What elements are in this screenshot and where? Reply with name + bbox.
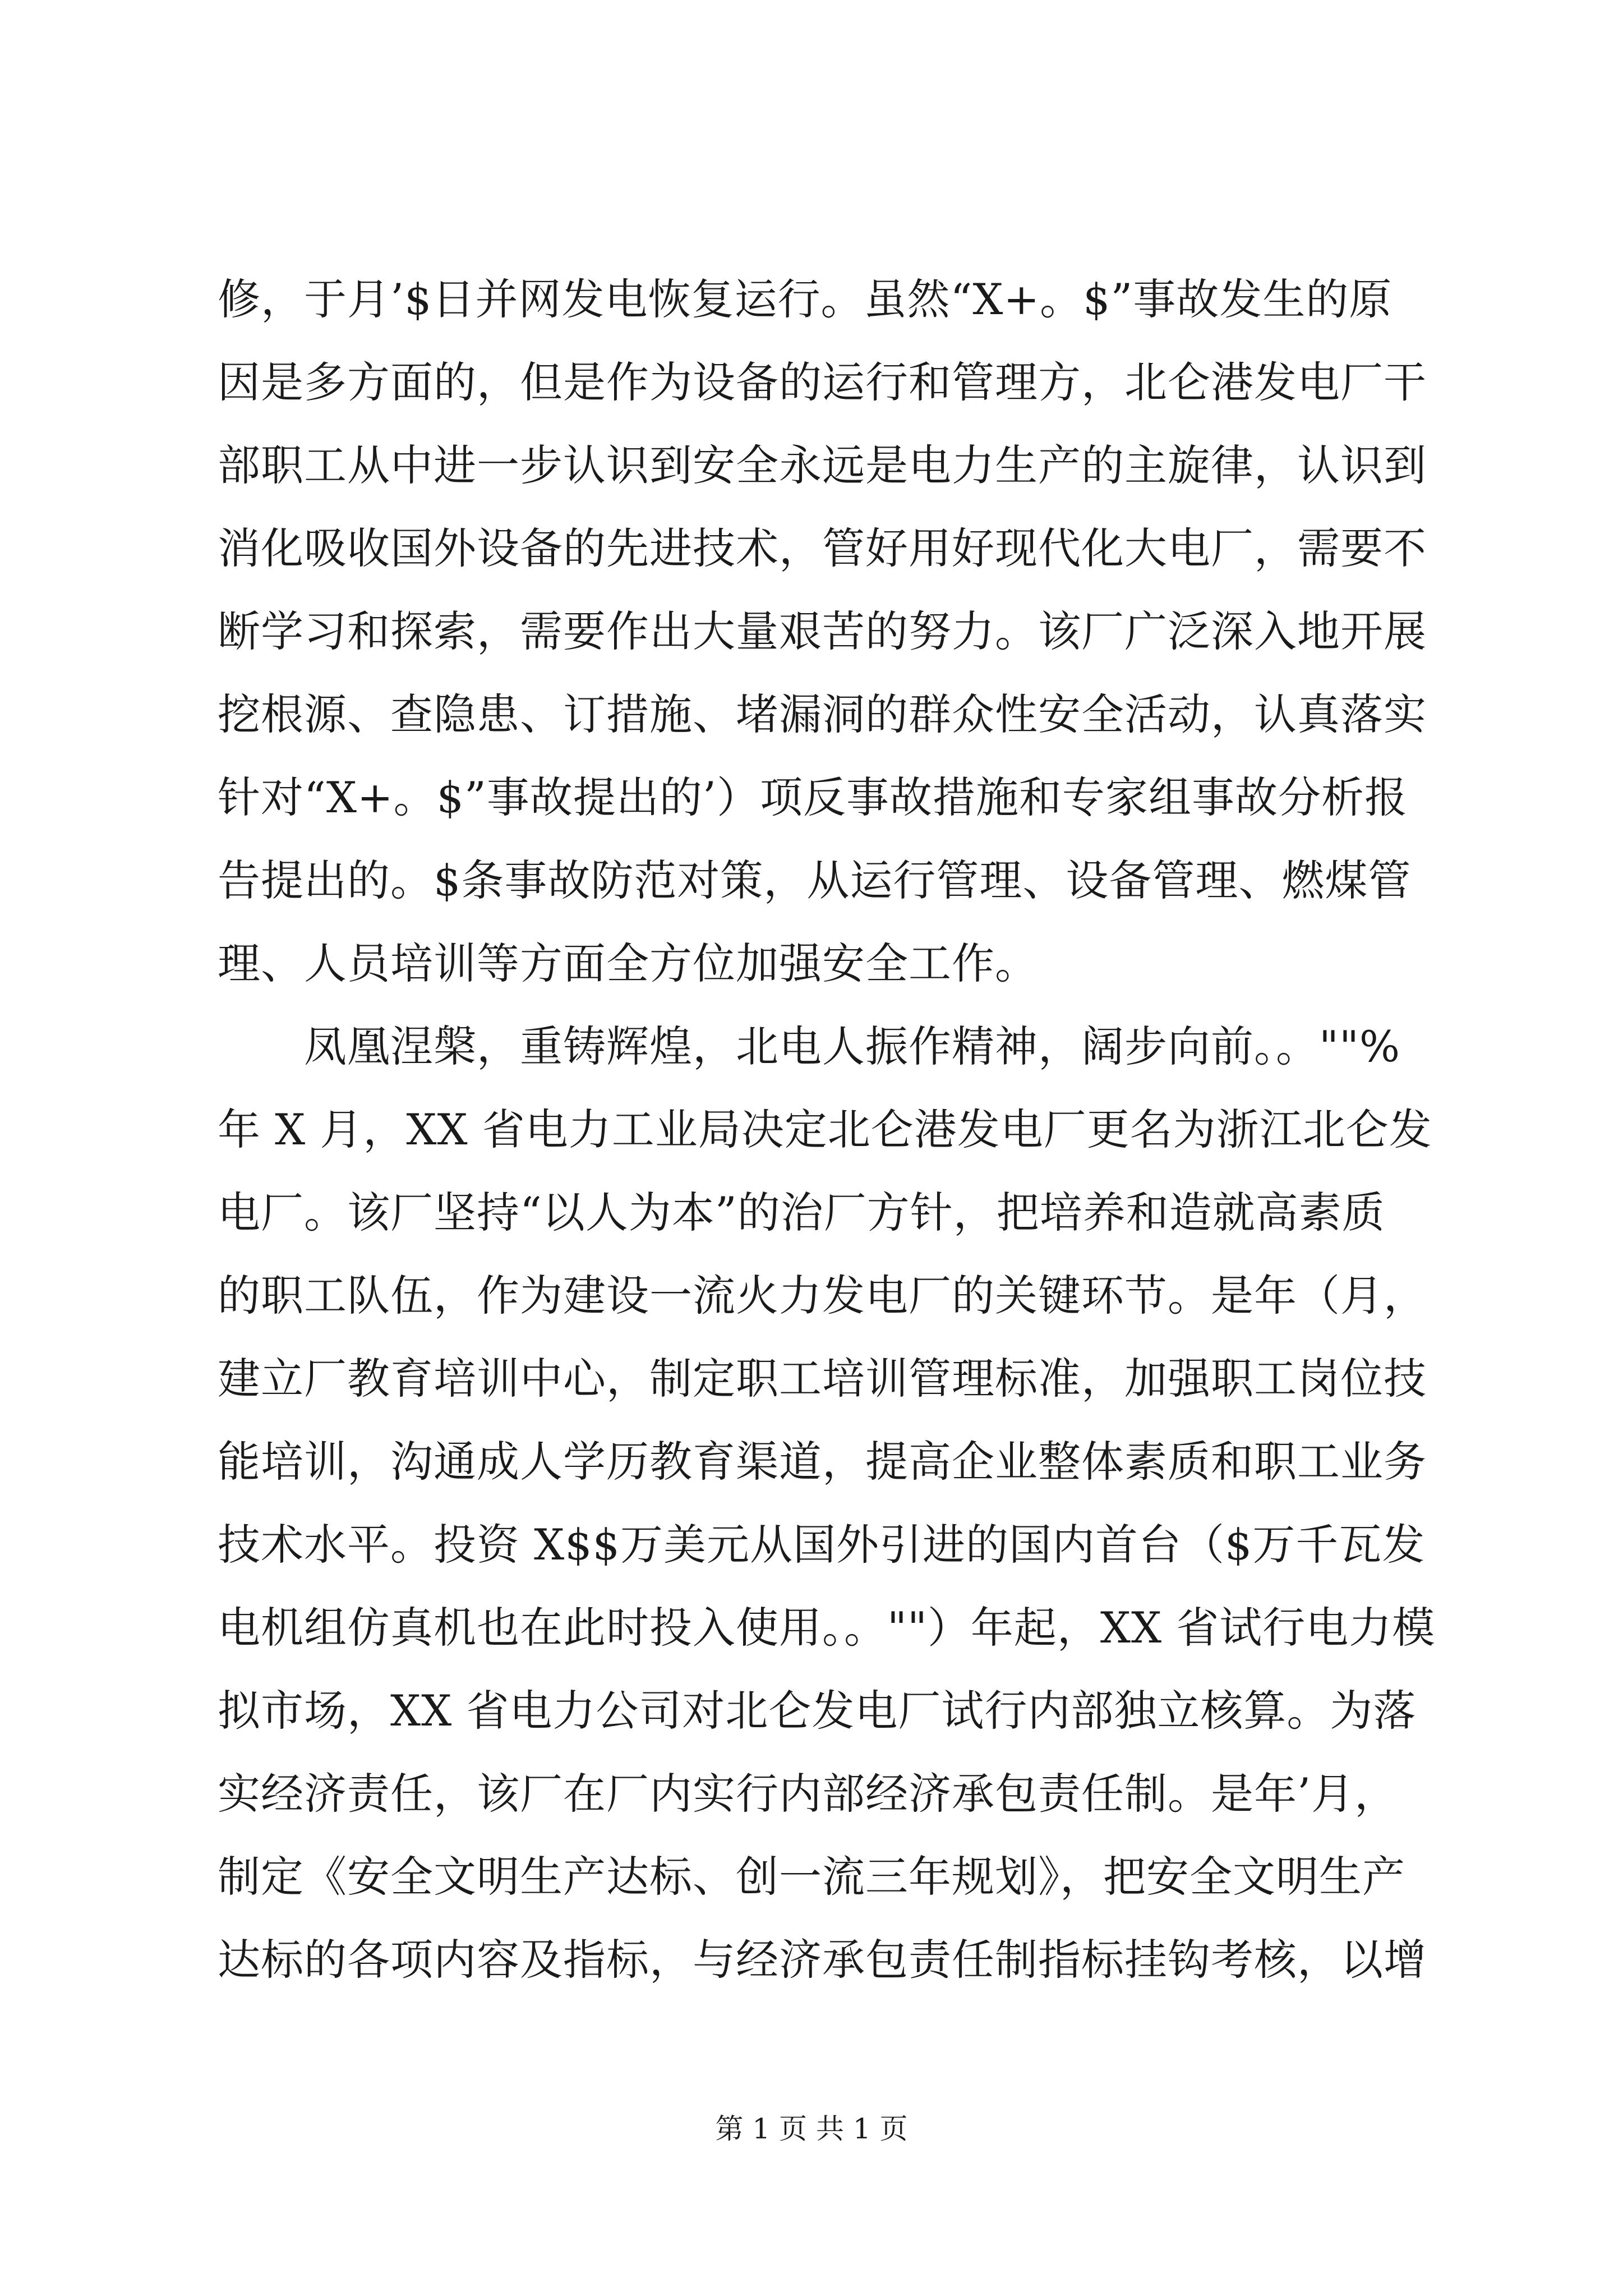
text-line: 断学习和探索，需要作出大量艰苦的努力。该厂广泛深入地开展 (218, 606, 1427, 656)
body-text (218, 258, 1436, 2001)
text-line: 年 X 月，XX 省电力工业局决定北仑港发电厂更名为浙江北仑发 (218, 1105, 1432, 1154)
page-footer: 第 1 页 共 1 页 (715, 2113, 908, 2145)
text-line: 电厂。该厂坚持“以人为本”的治厂方针，把培养和造就高素质 (218, 1188, 1385, 1237)
text-line: 制定《安全文明生产达标、创一流三年规划》，把安全文明生产 (218, 1852, 1405, 1902)
text-line: 的职工队伍，作为建设一流火力发电厂的关键环节。是年（月， (218, 1271, 1427, 1320)
text-line: 能培训，沟通成人学历教育渠道，提高企业整体素质和职工业务 (218, 1437, 1427, 1487)
text-line: 挖根源、查隐患、订措施、堵漏洞的群众性安全活动，认真落实 (218, 689, 1427, 739)
text-line: 实经济责任，该厂在厂内实行内部经济承包责任制。是年’月， (218, 1769, 1398, 1819)
text-line: 拟市场，XX 省电力公司对北仑发电厂试行内部独立核算。为落 (218, 1686, 1417, 1736)
text-line: 针对“X+。$”事故提出的’）项反事故措施和专家组事故分析报 (218, 772, 1408, 822)
text-line: 理、人员培训等方面全方位加强安全工作。 (218, 938, 1038, 988)
text-line: 因是多方面的，但是作为设备的运行和管理方，北仑港发电厂干 (218, 357, 1427, 407)
text-line: 凤凰涅槃，重铸辉煌，北电人振作精神，阔步向前。。""% (218, 1022, 1401, 1071)
text-line: 达标的各项内容及指标，与经济承包责任制指标挂钩考核，以增 (218, 1935, 1427, 1985)
text-line: 技术水平。投资 X$$万美元从国外引进的国内首台（$万千瓦发 (218, 1520, 1426, 1570)
text-line: 修，于月’$日并网发电恢复运行。虽然“X+。$”事故发生的原 (218, 274, 1393, 324)
text-line: 告提出的。$条事故防范对策，从运行管理、设备管理、燃煤管 (218, 855, 1412, 905)
text-line: 消化吸收国外设备的先进技术，管好用好现代化大电厂，需要不 (218, 523, 1427, 573)
text-line: 部职工从中进一步认识到安全永远是电力生产的主旋律，认识到 (218, 440, 1427, 490)
text-line: 电机组仿真机也在此时投入使用。。""）年起，XX 省试行电力模 (218, 1603, 1436, 1653)
text-line: 建立厂教育培训中心，制定职工培训管理标准，加强职工岗位技 (218, 1354, 1427, 1404)
